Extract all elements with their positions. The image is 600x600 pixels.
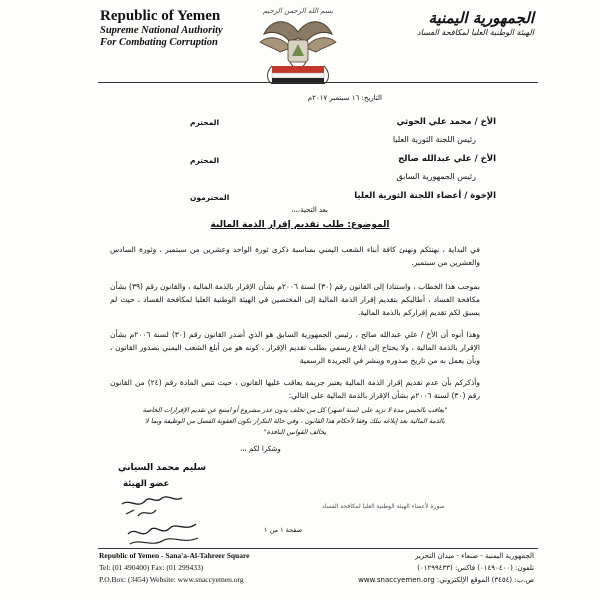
- page-number: صفحة ١ من ١: [264, 526, 303, 534]
- signer-name: سليم محمد السياني: [118, 463, 206, 473]
- footer-english: [99, 550, 250, 586]
- footer-en-line2: Tel: (01 490400) Fax: (01 299433): [99, 563, 204, 572]
- signer-title: عضو الهيئة: [123, 479, 170, 489]
- body-paragraph-4: وأذكركم بأن عدم تقديم إقرار الذمة المالية يعتبر جريمة يعاقب عليها القانون ، حيث تنص المادة رقم (٢٤) من القانون رقم (٣٠) لسنة ٢٠٠٦م بشأن الإقرار بالذمة المالية على التالي:: [110, 378, 480, 400]
- body-paragraph-1: في البداية ، نهنئكم ونهنئ كافة أبناء الشعب اليمني بمناسبة ذكرى ثورة الواحد وعشرين من سبتمبر ، وثورة السادس والعشرين من سبتمبر.: [110, 245, 480, 267]
- recipient-3-honorific: المحترمون: [190, 193, 230, 202]
- copy-to: صورة لأعضاء الهيئة الوطنية العليا لمكافحة الفساد: [322, 503, 445, 510]
- recipient-2-name: الأخ / علي عبدالله صالح: [398, 154, 496, 164]
- header-arabic: [364, 8, 534, 39]
- footer-ar-line3: ص.ب: (٣٤٥٤) الموقع الإلكتروني: www.snaccyemen.org: [358, 576, 534, 584]
- recipient-1-title: رئيس اللجنة الثورية العليا: [392, 135, 476, 144]
- recipient-1-honorific: المحترم: [190, 118, 220, 127]
- recipient-2-title: رئيس الجمهورية السابق: [396, 172, 476, 181]
- header-ar-line2: الهيئة الوطنية العليا لمكافحة الفساد: [417, 28, 534, 38]
- header-en-line3: For Combating Corruption: [100, 37, 218, 49]
- basmala-text: بسم الله الرحمن الرحيم: [262, 7, 334, 15]
- letter-greeting: بعد التحية،،،،: [291, 206, 328, 214]
- letter-thanks: وشكرا لكم ،،،: [240, 445, 281, 453]
- law-quote: "يعاقب بالحبس مدة لا تزيد على (ستة اشهر) كل من تخلف بدون عذر مشروع أو امتنع عن تقديم الإقرارات الخاصة بالذمة المالية بعد إبلاغه بتلك وفقا لأحكام هذا القانون ، وفي حالة التكرار تكون العقوبة الفصل من الوظيفة وبما لا يخالف القوانين النافذة": [142, 406, 448, 436]
- footer-arabic: [358, 550, 534, 586]
- header-english: [100, 8, 250, 49]
- yemen-eagle-emblem-icon: [250, 4, 346, 90]
- body-paragraph-3: وهذا أنوه أن الأخ / علي عبدالله صالح ، رئيس الجمهورية السابق هو الذي أصدر القانون رقم (٣٠) لسنة ٢٠٠٦م بشأن الإقرار بالذمة المالية ، ولا يحتاج إلى ابلاغ رسمي بطلب تقديم الإقرار ، كونه هو من أبلغ الشعب اليمني بصدور القانون ، وبأن يعمل به من تاريخ صدوره وينشر في الجريدة الرسمية: [110, 330, 480, 365]
- header-en-line2: Supreme National Authority: [100, 25, 223, 37]
- footer-en-line1: Republic of Yemen - Sana'a-Al-Tahreer Square: [99, 551, 250, 560]
- footer-divider: [98, 548, 538, 549]
- header-divider: [98, 82, 538, 83]
- recipient-1-name: الأخ / محمد علي الحوثي: [396, 117, 496, 127]
- letter-subject: الموضوع: طلب تقديم إقرار الذمة المالية: [210, 220, 390, 230]
- footer-ar-line2: تلفون: (٠١٤٩٠٤٠٠) فاكس: (٠١٢٩٩٤٣٣): [417, 564, 534, 572]
- footer-en-line3: P.O.Box: (3454) Website: www.snaccyemen.org: [99, 575, 244, 584]
- header-ar-title: الجمهورية اليمنية: [428, 9, 534, 27]
- body-paragraph-2: بموجب هذا الخطاب ، واستنادا إلى القانون رقم (٣٠) لسنة ٢٠٠٦م بشأن الإقرار بالذمة المالية ، والقانون رقم (٣٩) بشأن مكافحة الفساد ، أطالبكم بتقديم إقرار الذمة المالية إلى المختصين في الهيئة الوطنية العليا لمكافحة الفساد ، حيث لم يسبق لكم تقديم إقراركم بالذمة المالية.: [110, 282, 480, 317]
- letter-date: التاريخ: ١٦ سبتمبر ٢٠١٧م: [307, 94, 382, 102]
- footer-ar-line1: الجمهورية اليمنية - صنعاء - ميدان التحرير: [414, 552, 534, 560]
- recipient-3-name: الإخوة / أعضاء اللجنة الثورية العليا: [354, 191, 496, 201]
- header-en-title: Republic of Yemen: [100, 8, 221, 24]
- recipient-2-honorific: المحترم: [190, 156, 220, 165]
